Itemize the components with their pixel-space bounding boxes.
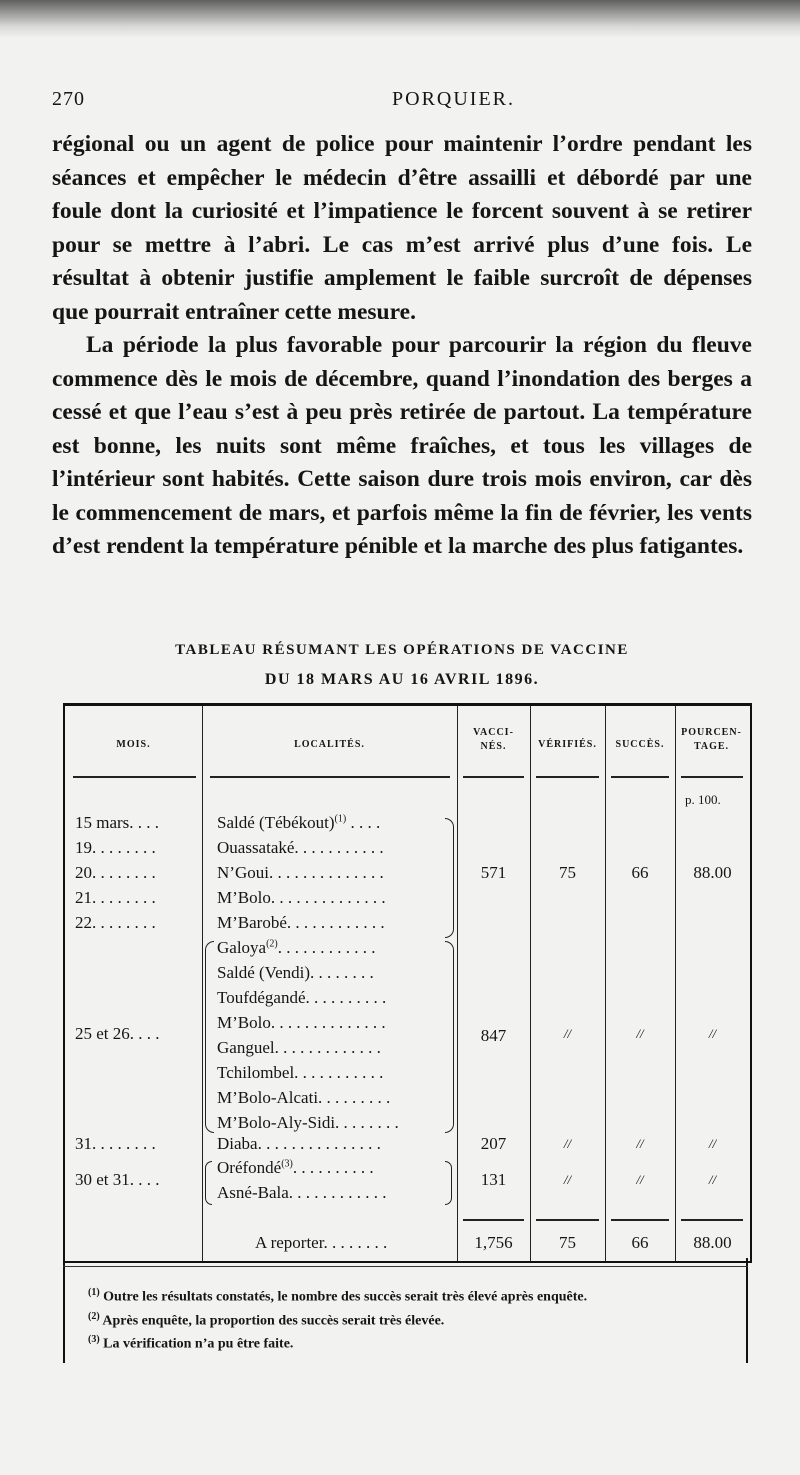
vaccines-cell: 207 bbox=[480, 1134, 507, 1153]
mois-cell: 30 et 31. . . . bbox=[75, 1170, 160, 1189]
verifies-cell: // bbox=[563, 1136, 572, 1151]
header-verifies: VÉRIFIÉS. bbox=[538, 739, 597, 750]
footnote-text: Outre les résultats constatés, le nombre des succès serait très élevé après enquête. bbox=[103, 1289, 588, 1305]
localite-cell: Diaba. . . . . . . . . . . . . . . bbox=[217, 1134, 381, 1153]
footnote-mark: (1) bbox=[88, 1287, 100, 1298]
page-header bbox=[52, 88, 752, 118]
localite-cell: Tchilombel. . . . . . . . . . . bbox=[217, 1063, 384, 1082]
header-pourcentage-2: TAGE. bbox=[693, 741, 730, 752]
succes-cell: // bbox=[636, 1172, 644, 1187]
vaccines-cell: 571 bbox=[480, 863, 507, 882]
header-pourcentage bbox=[675, 726, 748, 754]
header-vaccines-1: VACCI- bbox=[473, 727, 514, 738]
localite-cell: Saldé (Tébékout)$^{(1)}$ . . . . bbox=[217, 813, 381, 832]
vaccines-cell: 131 bbox=[480, 1170, 507, 1189]
mois-cell: 15 mars. . . . bbox=[75, 813, 160, 832]
header-mois: MOIS. bbox=[116, 739, 151, 750]
footnote bbox=[88, 1307, 728, 1331]
footnote bbox=[88, 1283, 728, 1307]
localite-cell: Saldé (Vendi). . . . . . . . bbox=[217, 963, 374, 982]
header-succes: SUCCÈS. bbox=[615, 739, 665, 750]
header-rule bbox=[463, 776, 524, 778]
frame-rule bbox=[63, 1258, 65, 1363]
localite-cell: Ouassataké. . . . . . . . . . . bbox=[217, 838, 384, 857]
localite-cell: Ganguel. . . . . . . . . . . . . bbox=[217, 1038, 381, 1057]
sum-rule bbox=[681, 1219, 743, 1221]
header-rule bbox=[681, 776, 743, 778]
total-vaccines: 1,756 bbox=[474, 1233, 513, 1252]
localite-cell: M’Bolo-Aly-Sidi. . . . . . . . bbox=[217, 1113, 399, 1132]
localite-cell: Galoya$^{(2)}$. . . . . . . . . . . . bbox=[217, 938, 376, 957]
header-vaccines-2: NÉS. bbox=[480, 741, 507, 752]
localite-cell: M’Barobé. . . . . . . . . . . . bbox=[217, 913, 385, 932]
localite-text: Galoya bbox=[217, 938, 267, 957]
mois-cell: 19. . . . . . . . bbox=[75, 838, 156, 857]
localite-cell: Asné-Bala. . . . . . . . . . . . bbox=[217, 1183, 387, 1202]
localite-text: Oréfondé bbox=[217, 1158, 282, 1177]
header-rule bbox=[73, 776, 196, 778]
localite-cell: M’Bolo. . . . . . . . . . . . . . bbox=[217, 1013, 386, 1032]
localite-cell: M’Bolo-Alcati. . . . . . . . . bbox=[217, 1088, 391, 1107]
localite-cell: Oréfondé$^{(3)}$. . . . . . . . . . bbox=[217, 1158, 374, 1177]
header-rule bbox=[611, 776, 669, 778]
vaccines-cell: 847 bbox=[480, 1026, 507, 1045]
col-divider bbox=[202, 706, 203, 1261]
group-bracket bbox=[445, 941, 454, 1133]
verifies-cell: // bbox=[563, 1172, 572, 1187]
sum-rule bbox=[463, 1219, 524, 1221]
scan-edge bbox=[0, 0, 800, 38]
group-bracket bbox=[205, 941, 214, 1133]
running-title: PORQUIER. bbox=[392, 88, 516, 110]
verifies-cell: 75 bbox=[559, 863, 576, 882]
paragraph-1: régional ou un agent de police pour maintenir l’ordre pendant les séances et empêcher le médecin d’être assailli et débordé par une foule dont la curiosité et l’impatience le forcent souvent à se retirer pour se mettre à l’abri. Le cas m’est arrivé plus d’une fois. Le résultat à obtenir justifie amplement le faible surcroît de dépenses que pourrait entraîner cette mesure. bbox=[52, 131, 752, 325]
header-vaccines bbox=[457, 726, 530, 754]
header-rule bbox=[536, 776, 599, 778]
total-pourcentage: 88.00 bbox=[693, 1233, 732, 1252]
footnotes bbox=[88, 1283, 728, 1354]
footnote-text: Après enquête, la proportion des succès serait très élevée. bbox=[102, 1313, 445, 1329]
footnote-mark: (3) bbox=[88, 1334, 100, 1346]
footnote-rule bbox=[63, 1266, 748, 1267]
note-mark: (3) bbox=[281, 1158, 293, 1170]
mois-cell: 31. . . . . . . . bbox=[75, 1134, 156, 1153]
table-title-line2: DU 18 MARS AU 16 AVRIL 1896. bbox=[264, 671, 540, 688]
footnote-mark: (2) bbox=[88, 1310, 100, 1322]
header-rule bbox=[210, 776, 450, 778]
mois-cell: 25 et 26. . . . bbox=[75, 1024, 160, 1043]
group-bracket bbox=[205, 1161, 212, 1205]
footnote bbox=[88, 1330, 728, 1354]
succes-cell: // bbox=[636, 1136, 644, 1151]
succes-cell: 66 bbox=[631, 863, 649, 882]
group-bracket bbox=[445, 1161, 452, 1205]
body-text bbox=[52, 128, 752, 564]
frame-rule bbox=[746, 1258, 748, 1363]
sum-rule bbox=[611, 1219, 669, 1221]
vaccination-table bbox=[63, 703, 752, 1263]
sum-rule bbox=[536, 1219, 599, 1221]
table-title-line1: TABLEAU RÉSUMANT LES OPÉRATIONS DE VACCINE bbox=[175, 642, 629, 658]
pourcentage-cell: 88.00 bbox=[693, 863, 732, 882]
localite-cell: N’Goui. . . . . . . . . . . . . . bbox=[217, 863, 384, 882]
total-verifies: 75 bbox=[559, 1233, 576, 1252]
footnote-text: La vérification n’a pu être faite. bbox=[103, 1336, 294, 1352]
group-bracket bbox=[445, 818, 454, 938]
verifies-cell: // bbox=[563, 1026, 572, 1041]
succes-cell: // bbox=[636, 1026, 644, 1041]
header-pourcentage-1: POURCEN- bbox=[681, 727, 742, 738]
pourcentage-unit: p. 100. bbox=[685, 792, 721, 807]
mois-cell: 20. . . . . . . . bbox=[75, 863, 156, 882]
note-mark: (1) bbox=[334, 813, 347, 825]
table-title bbox=[52, 635, 752, 695]
paragraph-2: La période la plus favorable pour parcourir la région du fleuve commence dès le mois de décembre, quand l’inondation des berges a cessé et que l’eau s’est à peu près retirée de partout. La température est bonne, les nuits sont même fraîches, et tous les villages de l’intérieur sont habités. Cette saison dure trois mois environ, car dès le commencement de mars, et parfois même la fin de février, les vents d’est rendent la température pénible et la marche des plus fatigantes. bbox=[52, 332, 752, 559]
note-mark: (2) bbox=[266, 938, 278, 950]
localite-text: Saldé (Tébékout) bbox=[217, 813, 335, 832]
localite-cell: Toufdégandé. . . . . . . . . . bbox=[217, 988, 387, 1007]
mois-cell: 22. . . . . . . . bbox=[75, 913, 156, 932]
header-localites: LOCALITÉS. bbox=[294, 739, 365, 750]
total-label: A reporter. . . . . . . . bbox=[255, 1233, 388, 1252]
total-succes: 66 bbox=[631, 1233, 649, 1252]
pourcentage-cell: // bbox=[708, 1172, 717, 1187]
page-number: 270 bbox=[52, 88, 85, 110]
mois-cell: 21. . . . . . . . bbox=[75, 888, 156, 907]
pourcentage-cell: // bbox=[708, 1136, 717, 1151]
localite-cell: M’Bolo. . . . . . . . . . . . . . bbox=[217, 888, 386, 907]
pourcentage-cell: // bbox=[708, 1026, 717, 1041]
